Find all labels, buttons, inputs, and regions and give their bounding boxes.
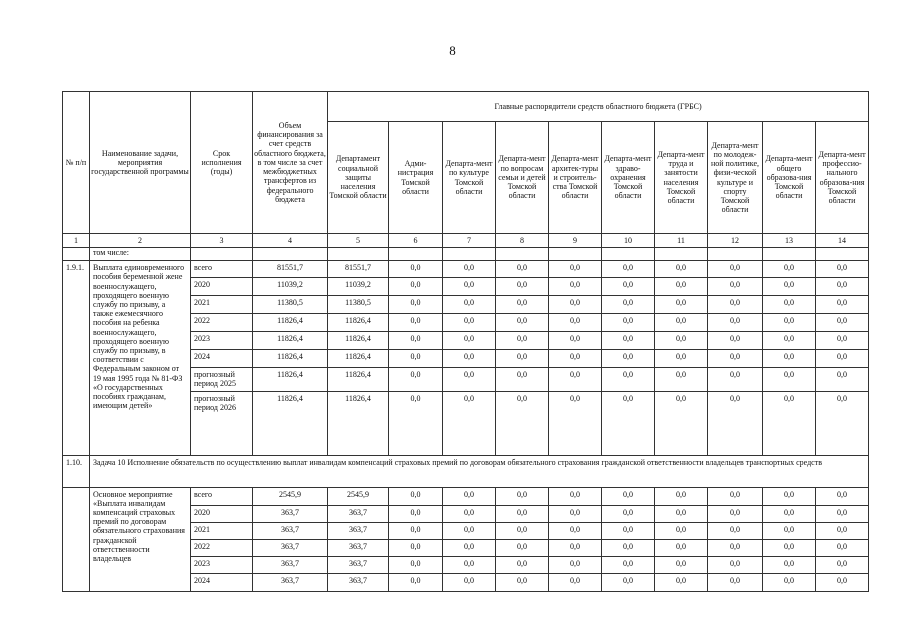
total-cell: 363,7 (253, 522, 328, 539)
zero-cell: 0,0 (655, 296, 708, 314)
zero-cell: 0,0 (549, 556, 602, 573)
zero-cell: 0,0 (389, 350, 443, 368)
zero-cell: 0,0 (602, 261, 655, 278)
zero-cell: 0,0 (708, 573, 763, 591)
header-grbs-7: Департа-мент труда и занятости населения Томской области (655, 122, 708, 234)
zero-cell: 0,0 (655, 314, 708, 332)
zero-cell: 0,0 (602, 505, 655, 522)
incl-cell (253, 248, 328, 261)
zero-cell: 0,0 (655, 350, 708, 368)
column-numbers-row (63, 234, 869, 248)
header-grbs-3: Департа-мент по культуре Томской области (443, 122, 496, 234)
zero-cell: 0,0 (655, 278, 708, 296)
block2-name: Основное мероприятие «Выплата инвалидам компенсаций страховых премий по договорам обязательного страхования гражданской ответственности владельцев (90, 487, 191, 591)
dept1-cell: 11826,4 (328, 314, 389, 332)
zero-cell: 0,0 (496, 314, 549, 332)
total-cell: 11826,4 (253, 368, 328, 391)
incl-cell (763, 248, 816, 261)
zero-cell: 0,0 (763, 573, 816, 591)
dept1-cell: 81551,7 (328, 261, 389, 278)
zero-cell: 0,0 (496, 368, 549, 391)
header-grbs-1: Департамент социальной защиты населения Томской области (328, 122, 389, 234)
incl-cell (549, 248, 602, 261)
zero-cell: 0,0 (496, 539, 549, 556)
zero-cell: 0,0 (708, 261, 763, 278)
block1-no: 1.9.1. (63, 261, 90, 455)
total-cell: 81551,7 (253, 261, 328, 278)
total-cell: 363,7 (253, 556, 328, 573)
incl-cell (328, 248, 389, 261)
zero-cell: 0,0 (549, 261, 602, 278)
column-number: 6 (389, 234, 443, 248)
zero-cell: 0,0 (443, 296, 496, 314)
zero-cell: 0,0 (443, 278, 496, 296)
column-number: 10 (602, 234, 655, 248)
zero-cell: 0,0 (708, 539, 763, 556)
dept1-cell: 363,7 (328, 573, 389, 591)
dept1-cell: 11826,4 (328, 332, 389, 350)
zero-cell: 0,0 (602, 368, 655, 391)
zero-cell: 0,0 (496, 391, 549, 455)
zero-cell: 0,0 (708, 522, 763, 539)
zero-cell: 0,0 (816, 573, 869, 591)
header-grbs-6: Департа-мент здраво-охранения Томской области (602, 122, 655, 234)
zero-cell: 0,0 (443, 522, 496, 539)
zero-cell: 0,0 (389, 391, 443, 455)
zero-cell: 0,0 (443, 261, 496, 278)
dept1-cell: 11826,4 (328, 350, 389, 368)
header-grbs-8: Департа-мент по молодеж-ной политике, физи-ческой культуре и спорту Томской области (708, 122, 763, 234)
zero-cell: 0,0 (708, 350, 763, 368)
period-cell: 2024 (191, 573, 253, 591)
zero-cell: 0,0 (602, 522, 655, 539)
zero-cell: 0,0 (549, 539, 602, 556)
zero-cell: 0,0 (763, 556, 816, 573)
zero-cell: 0,0 (549, 391, 602, 455)
zero-cell: 0,0 (708, 487, 763, 505)
dept1-cell: 363,7 (328, 522, 389, 539)
column-number: 2 (90, 234, 191, 248)
zero-cell: 0,0 (763, 261, 816, 278)
zero-cell: 0,0 (496, 296, 549, 314)
dept1-cell: 363,7 (328, 556, 389, 573)
incl-text: том числе: (90, 248, 191, 261)
dept1-cell: 2545,9 (328, 487, 389, 505)
period-cell: 2020 (191, 505, 253, 522)
zero-cell: 0,0 (602, 350, 655, 368)
zero-cell: 0,0 (655, 487, 708, 505)
header-grbs-10: Департа-мент профессио-нального образова-ния Томской области (816, 122, 869, 234)
header-col-name: Наименование задачи, мероприятия государственной программы (90, 92, 191, 234)
task10-row (63, 455, 869, 487)
zero-cell: 0,0 (602, 391, 655, 455)
zero-cell: 0,0 (389, 261, 443, 278)
zero-cell: 0,0 (602, 278, 655, 296)
zero-cell: 0,0 (496, 573, 549, 591)
zero-cell: 0,0 (602, 314, 655, 332)
zero-cell: 0,0 (816, 296, 869, 314)
zero-cell: 0,0 (389, 556, 443, 573)
dept1-cell: 11039,2 (328, 278, 389, 296)
zero-cell: 0,0 (389, 368, 443, 391)
zero-cell: 0,0 (708, 296, 763, 314)
header-grbs-title: Главные распорядители средств областного бюджета (ГРБС) (328, 92, 869, 122)
zero-cell: 0,0 (816, 261, 869, 278)
zero-cell: 0,0 (443, 332, 496, 350)
zero-cell: 0,0 (389, 505, 443, 522)
page-number: 8 (449, 43, 456, 58)
period-cell: всего (191, 261, 253, 278)
total-cell: 363,7 (253, 573, 328, 591)
zero-cell: 0,0 (549, 505, 602, 522)
zero-cell: 0,0 (602, 573, 655, 591)
zero-cell: 0,0 (389, 487, 443, 505)
zero-cell: 0,0 (549, 350, 602, 368)
zero-cell: 0,0 (389, 278, 443, 296)
zero-cell: 0,0 (708, 278, 763, 296)
column-number: 8 (496, 234, 549, 248)
zero-cell: 0,0 (763, 505, 816, 522)
column-number: 1 (63, 234, 90, 248)
total-cell: 11826,4 (253, 350, 328, 368)
budget-table (62, 91, 869, 592)
zero-cell: 0,0 (816, 487, 869, 505)
zero-cell: 0,0 (496, 350, 549, 368)
period-cell: 2020 (191, 278, 253, 296)
zero-cell: 0,0 (655, 573, 708, 591)
incl-cell (443, 248, 496, 261)
column-number: 12 (708, 234, 763, 248)
zero-cell: 0,0 (763, 522, 816, 539)
zero-cell: 0,0 (443, 350, 496, 368)
header-grbs-4: Департа-мент по вопросам семьи и детей Томской области (496, 122, 549, 234)
zero-cell: 0,0 (549, 573, 602, 591)
zero-cell: 0,0 (549, 332, 602, 350)
zero-cell: 0,0 (549, 278, 602, 296)
zero-cell: 0,0 (763, 539, 816, 556)
total-cell: 2545,9 (253, 487, 328, 505)
zero-cell: 0,0 (496, 487, 549, 505)
incl-cell (708, 248, 763, 261)
column-number: 14 (816, 234, 869, 248)
zero-cell: 0,0 (389, 314, 443, 332)
zero-cell: 0,0 (708, 391, 763, 455)
zero-cell: 0,0 (816, 539, 869, 556)
zero-cell: 0,0 (655, 368, 708, 391)
block2-no (63, 487, 90, 591)
total-cell: 11826,4 (253, 332, 328, 350)
incl-cell (602, 248, 655, 261)
column-number: 3 (191, 234, 253, 248)
zero-cell: 0,0 (816, 505, 869, 522)
zero-cell: 0,0 (655, 522, 708, 539)
period-cell: 2023 (191, 332, 253, 350)
period-cell: прогнозный период 2026 (191, 391, 253, 455)
zero-cell: 0,0 (496, 332, 549, 350)
incl-cell (389, 248, 443, 261)
zero-cell: 0,0 (708, 332, 763, 350)
zero-cell: 0,0 (443, 368, 496, 391)
zero-cell: 0,0 (816, 368, 869, 391)
zero-cell: 0,0 (443, 556, 496, 573)
zero-cell: 0,0 (549, 368, 602, 391)
zero-cell: 0,0 (389, 296, 443, 314)
zero-cell: 0,0 (763, 391, 816, 455)
zero-cell: 0,0 (549, 522, 602, 539)
zero-cell: 0,0 (602, 539, 655, 556)
budget-body (63, 248, 869, 591)
dept1-cell: 363,7 (328, 539, 389, 556)
block1-name: Выплата единовременного пособия беременной жене военнослужащего, проходящего военную службу по призыву, а также ежемесячного пособия на ребенка военнослужащего, проходящего военную службу по призыву, в соответствии с Федеральным законом от 19 мая 1995 года № 81-ФЗ «О государственных пособиях гражданам, имеющим детей» (90, 261, 191, 455)
zero-cell: 0,0 (655, 539, 708, 556)
zero-cell: 0,0 (443, 314, 496, 332)
zero-cell: 0,0 (443, 391, 496, 455)
total-cell: 11039,2 (253, 278, 328, 296)
zero-cell: 0,0 (763, 350, 816, 368)
zero-cell: 0,0 (602, 556, 655, 573)
dept1-cell: 11826,4 (328, 368, 389, 391)
zero-cell: 0,0 (549, 487, 602, 505)
zero-cell: 0,0 (655, 261, 708, 278)
zero-cell: 0,0 (763, 296, 816, 314)
zero-cell: 0,0 (708, 505, 763, 522)
table-row (63, 261, 869, 278)
zero-cell: 0,0 (602, 296, 655, 314)
column-number: 5 (328, 234, 389, 248)
zero-cell: 0,0 (655, 391, 708, 455)
total-cell: 11380,5 (253, 296, 328, 314)
zero-cell: 0,0 (443, 539, 496, 556)
zero-cell: 0,0 (763, 314, 816, 332)
column-number: 9 (549, 234, 602, 248)
incl-row (63, 248, 869, 261)
header-col-volume: Объем финансирования за счет средств областного бюджета, в том числе за счет межбюджетных трансфертов из федерального бюджета (253, 92, 328, 234)
header-grbs-5: Департа-мент архитек-туры и строитель-ства Томской области (549, 122, 602, 234)
period-cell: 2024 (191, 350, 253, 368)
header-col-period: Срок исполнения (годы) (191, 92, 253, 234)
zero-cell: 0,0 (816, 556, 869, 573)
zero-cell: 0,0 (549, 314, 602, 332)
header-grbs-2: Адми-нистрация Томской области (389, 122, 443, 234)
column-number: 4 (253, 234, 328, 248)
table-row (63, 487, 869, 505)
zero-cell: 0,0 (549, 296, 602, 314)
total-cell: 11826,4 (253, 314, 328, 332)
zero-cell: 0,0 (389, 539, 443, 556)
zero-cell: 0,0 (496, 556, 549, 573)
zero-cell: 0,0 (763, 278, 816, 296)
column-number: 11 (655, 234, 708, 248)
dept1-cell: 11826,4 (328, 391, 389, 455)
incl-no-cell (63, 248, 90, 261)
incl-cell (496, 248, 549, 261)
zero-cell: 0,0 (763, 368, 816, 391)
zero-cell: 0,0 (496, 522, 549, 539)
zero-cell: 0,0 (496, 278, 549, 296)
zero-cell: 0,0 (602, 487, 655, 505)
header-col-no: № п/п (63, 92, 90, 234)
column-number: 13 (763, 234, 816, 248)
zero-cell: 0,0 (496, 261, 549, 278)
zero-cell: 0,0 (763, 487, 816, 505)
period-cell: 2022 (191, 314, 253, 332)
zero-cell: 0,0 (443, 487, 496, 505)
zero-cell: 0,0 (816, 391, 869, 455)
incl-cell (816, 248, 869, 261)
period-cell: прогнозный период 2025 (191, 368, 253, 391)
period-cell: 2022 (191, 539, 253, 556)
total-cell: 363,7 (253, 505, 328, 522)
zero-cell: 0,0 (389, 332, 443, 350)
zero-cell: 0,0 (389, 573, 443, 591)
zero-cell: 0,0 (443, 505, 496, 522)
zero-cell: 0,0 (496, 505, 549, 522)
task10-no: 1.10. (63, 455, 90, 487)
zero-cell: 0,0 (602, 332, 655, 350)
zero-cell: 0,0 (763, 332, 816, 350)
zero-cell: 0,0 (816, 314, 869, 332)
zero-cell: 0,0 (708, 556, 763, 573)
task10-text: Задача 10 Исполнение обязательств по осуществлению выплат инвалидам компенсаций страховых премий по договорам обязательного страхования гражданской ответственности владельцев транспортных средств (90, 455, 869, 487)
period-cell: 2023 (191, 556, 253, 573)
zero-cell: 0,0 (443, 573, 496, 591)
dept1-cell: 363,7 (328, 505, 389, 522)
total-cell: 363,7 (253, 539, 328, 556)
zero-cell: 0,0 (655, 556, 708, 573)
total-cell: 11826,4 (253, 391, 328, 455)
header-grbs-9: Департа-мент общего образова-ния Томской области (763, 122, 816, 234)
incl-cell (191, 248, 253, 261)
zero-cell: 0,0 (708, 368, 763, 391)
incl-cell (655, 248, 708, 261)
zero-cell: 0,0 (389, 522, 443, 539)
dept1-cell: 11380,5 (328, 296, 389, 314)
zero-cell: 0,0 (708, 314, 763, 332)
zero-cell: 0,0 (655, 505, 708, 522)
period-cell: 2021 (191, 522, 253, 539)
zero-cell: 0,0 (816, 522, 869, 539)
zero-cell: 0,0 (655, 332, 708, 350)
period-cell: 2021 (191, 296, 253, 314)
column-number: 7 (443, 234, 496, 248)
zero-cell: 0,0 (816, 332, 869, 350)
period-cell: всего (191, 487, 253, 505)
zero-cell: 0,0 (816, 350, 869, 368)
zero-cell: 0,0 (816, 278, 869, 296)
